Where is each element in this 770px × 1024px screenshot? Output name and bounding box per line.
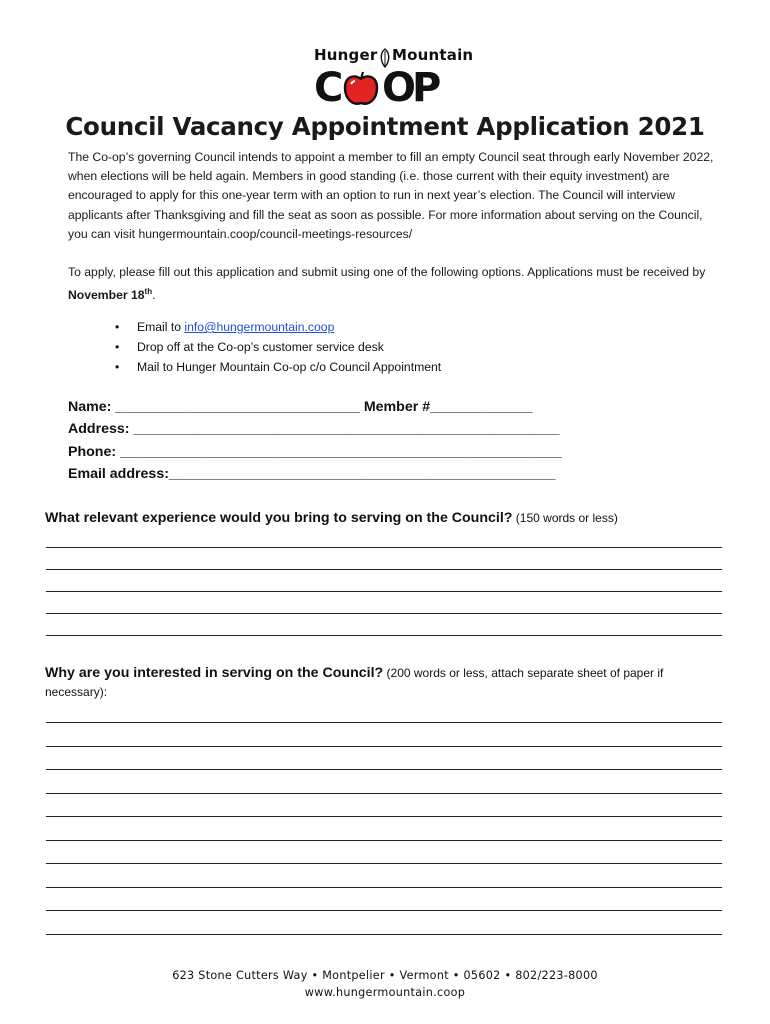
- question-experience-text: What relevant experience would you bring to serving on the Council?: [45, 510, 513, 526]
- answer-line[interactable]: [46, 934, 722, 935]
- answer-line[interactable]: [46, 591, 722, 592]
- logo-word-hunger: Hunger: [314, 46, 378, 64]
- question-experience-note: (150 words or less): [512, 511, 618, 525]
- logo-coop: [312, 66, 460, 110]
- intro-text: [68, 148, 718, 305]
- bullet: •: [115, 359, 120, 374]
- logo-word-mountain: Mountain: [392, 46, 474, 64]
- answer-line[interactable]: [46, 816, 722, 817]
- answer-line[interactable]: [46, 793, 722, 794]
- option-drop-off: [115, 338, 441, 358]
- interest-answer-lines[interactable]: [46, 722, 722, 957]
- answer-line[interactable]: [46, 840, 722, 841]
- answer-line[interactable]: [46, 863, 722, 864]
- option-mail-text: Mail to Hunger Mountain Co-op c/o Council Appointment: [137, 359, 442, 374]
- answer-line[interactable]: [46, 569, 722, 570]
- answer-line[interactable]: [46, 722, 722, 723]
- email-link[interactable]: info@hungermountain.coop: [184, 320, 335, 334]
- experience-answer-lines[interactable]: [46, 547, 722, 657]
- submission-options: [115, 318, 441, 377]
- deadline-period: .: [152, 288, 156, 303]
- intro-paragraph: The Co-op’s governing Council intends to appoint a member to fill an empty Council seat through early November 2022, when elections will be held again. Members in good standing (i.e. those current with their equity investment) are encouraged to apply for this one-year term with an option to run in next year’s election. The Council will interview applicants after Thanksgiving and fill the seat as soon as possible. For more information about serving on the Council, you can visit hungermountain.coop/council-meetings-resources/: [68, 150, 714, 241]
- hunger-mountain-coop-logo: [312, 40, 474, 112]
- question-interest-note: (200 words or less, attach separate sheet of paper if necessary):: [45, 666, 664, 699]
- name-member-field[interactable]: Name: _______________________________ Member #_____________: [68, 399, 533, 415]
- answer-line[interactable]: [46, 613, 722, 614]
- option-email-label: Email to: [137, 320, 185, 334]
- deadline-suffix: th: [144, 287, 153, 297]
- option-drop-off-text: Drop off at the Co-op’s customer service desk: [137, 339, 384, 354]
- page-title: Council Vacancy Appointment Application 2021: [65, 112, 705, 141]
- footer-website: www.hungermountain.coop: [304, 986, 466, 999]
- logo-letter-o: O: [382, 65, 417, 111]
- applicant-fields: [68, 396, 562, 486]
- email-address-field[interactable]: Email address:_________________________________________________: [68, 466, 556, 483]
- logo-letter-p: P: [412, 65, 442, 111]
- bullet: •: [115, 339, 120, 354]
- address-field[interactable]: Address: ______________________________________________________: [68, 421, 560, 438]
- deadline-date: November 18: [68, 288, 145, 303]
- logo-letter-c: C: [314, 65, 344, 111]
- answer-line[interactable]: [46, 887, 722, 888]
- apply-instructions: [68, 263, 718, 305]
- option-mail: [115, 358, 441, 378]
- answer-line[interactable]: [46, 769, 722, 770]
- footer: [0, 967, 770, 1001]
- phone-field[interactable]: Phone: ________________________________________________________: [68, 443, 562, 460]
- apple-icon: [342, 70, 380, 108]
- question-interest-text: Why are you interested in serving on the Council?: [45, 665, 384, 681]
- footer-address: 623 Stone Cutters Way • Montpelier • Vermont • 05602 • 802/223-8000: [172, 969, 598, 982]
- question-interest: [45, 664, 725, 702]
- apply-instructions-text: To apply, please fill out this application and submit using one of the following options. Applications must be received by: [68, 265, 706, 280]
- answer-line[interactable]: [46, 547, 722, 548]
- question-experience: [45, 510, 735, 526]
- answer-line[interactable]: [46, 910, 722, 911]
- option-email: [115, 318, 441, 338]
- answer-line[interactable]: [46, 635, 722, 636]
- answer-line[interactable]: [46, 746, 722, 747]
- bullet: •: [115, 320, 120, 334]
